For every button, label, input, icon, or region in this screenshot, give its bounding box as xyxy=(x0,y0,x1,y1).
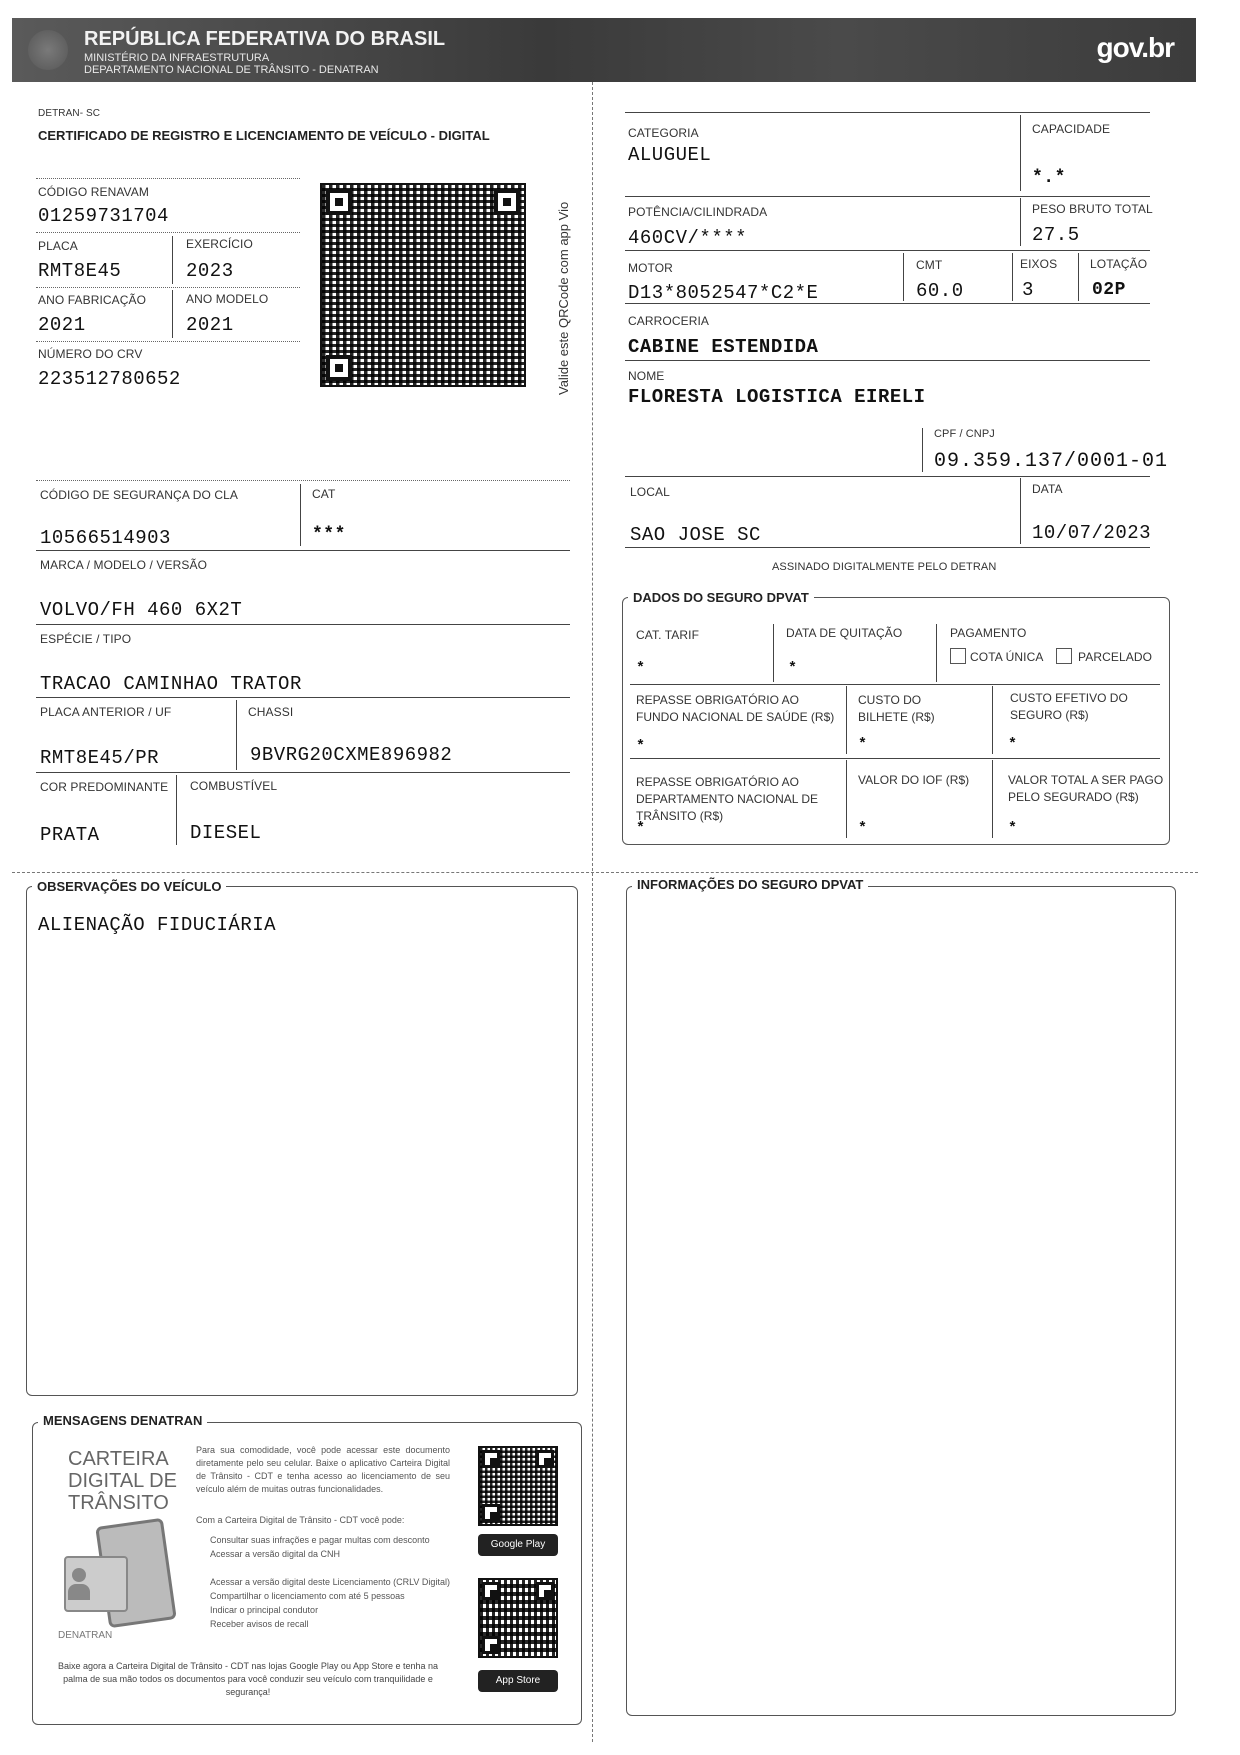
peso-label: PESO BRUTO TOTAL xyxy=(1032,202,1153,216)
combustivel-value: DIESEL xyxy=(190,822,262,844)
observacoes-box xyxy=(26,886,578,1396)
local-label: LOCAL xyxy=(630,485,670,499)
lotacao-label: LOTAÇÃO xyxy=(1090,257,1148,271)
marca-label: MARCA / MODELO / VERSÃO xyxy=(40,558,208,572)
valor-iof-value: * xyxy=(858,820,868,837)
info-dpvat-box xyxy=(626,886,1176,1716)
header-bar xyxy=(12,18,1196,82)
nome-value: FLORESTA LOGISTICA EIRELI xyxy=(628,386,926,408)
header-ministry: MINISTÉRIO DA INFRAESTRUTURA xyxy=(84,52,270,64)
benefit-5: Indicar o principal condutor xyxy=(210,1605,319,1615)
cor-value: PRATA xyxy=(40,824,100,846)
custo-bilhete-value: * xyxy=(858,736,868,753)
lotacao-value: 02P xyxy=(1092,280,1126,300)
cmt-label: CMT xyxy=(916,258,943,272)
cpf-value: 09.359.137/0001-01 xyxy=(934,450,1169,473)
capacidade-label: CAPACIDADE xyxy=(1032,122,1111,136)
local-value: SAO JOSE SC xyxy=(630,524,761,546)
marca-value: VOLVO/FH 460 6X2T xyxy=(40,599,243,621)
placa-value: RMT8E45 xyxy=(38,260,122,282)
app-store-badge[interactable] xyxy=(478,1670,558,1692)
mensagens-footer: Baixe agora a Carteira Digital de Trânsito - CDT nas lojas Google Play ou App Store e tenha na palma de sua mão todos os documentos para você conduzir seu veículo com tranquilidade e segurança! xyxy=(57,1661,439,1697)
cota-unica-checkbox xyxy=(950,648,966,664)
chassi-label: CHASSI xyxy=(248,705,294,719)
motor-label: MOTOR xyxy=(628,261,673,275)
placa-label: PLACA xyxy=(38,239,78,253)
eixos-value: 3 xyxy=(1022,279,1034,301)
phone-illustration-icon xyxy=(62,1522,172,1622)
column-divider xyxy=(592,82,593,1742)
google-play-qr-code xyxy=(478,1446,558,1526)
categoria-value: ALUGUEL xyxy=(628,144,712,166)
cat-tarif-value: * xyxy=(636,660,646,677)
cla-value: 10566514903 xyxy=(40,527,171,549)
benefit-2: Acessar a versão digital da CNH xyxy=(210,1549,341,1559)
cor-label: COR PREDOMINANTE xyxy=(40,780,169,794)
coat-of-arms-icon xyxy=(28,30,68,70)
ano-modelo-label: ANO MODELO xyxy=(186,292,269,306)
google-play-badge[interactable] xyxy=(478,1534,558,1556)
cat-label: CAT xyxy=(312,487,336,501)
pagamento-label: PAGAMENTO xyxy=(950,626,1027,640)
qr-caption: Valide este QRCode com app Vio xyxy=(556,201,571,395)
cdt-title-line2: DIGITAL DE xyxy=(68,1470,177,1492)
placa-anterior-label: PLACA ANTERIOR / UF xyxy=(40,705,172,719)
data-quitacao-value: * xyxy=(788,660,798,677)
app-store-qr-code xyxy=(478,1578,558,1658)
custo-efetivo-value: * xyxy=(1008,736,1018,753)
benefit-1: Consultar suas infrações e pagar multas com desconto xyxy=(210,1535,430,1545)
valor-iof-label: VALOR DO IOF (R$) xyxy=(858,773,970,787)
observacoes-text: ALIENAÇÃO FIDUCIÁRIA xyxy=(38,914,277,936)
exercicio-value: 2023 xyxy=(186,260,234,282)
repasse-saude-value: * xyxy=(636,738,646,755)
cdt-title-line1: CARTEIRA xyxy=(68,1448,169,1470)
cdt-title-line3: TRÂNSITO xyxy=(68,1492,169,1514)
placa-anterior-value: RMT8E45/PR xyxy=(40,747,160,769)
header-title: REPÚBLICA FEDERATIVA DO BRASIL xyxy=(84,28,446,50)
especie-label: ESPÉCIE / TIPO xyxy=(40,632,132,646)
benefit-3: Acessar a versão digital deste Licenciamento (CRLV Digital) xyxy=(210,1577,450,1587)
valor-total-value: * xyxy=(1008,820,1018,837)
exercicio-label: EXERCÍCIO xyxy=(186,237,253,251)
custo-bilhete-label: CUSTO DO BILHETE (R$) xyxy=(858,693,935,724)
valor-total-label: VALOR TOTAL A SER PAGO PELO SEGURADO (R$) xyxy=(1008,773,1164,804)
renavam-label: CÓDIGO RENAVAM xyxy=(38,185,149,199)
google-play-label: Google Play xyxy=(490,1539,546,1550)
cat-value: *** xyxy=(312,525,346,545)
carroceria-label: CARROCERIA xyxy=(628,314,710,328)
data-label: DATA xyxy=(1032,482,1063,496)
ano-fabricacao-value: 2021 xyxy=(38,314,86,336)
assinado-label: ASSINADO DIGITALMENTE PELO DETRAN xyxy=(772,561,997,573)
combustivel-label: COMBUSTÍVEL xyxy=(190,779,278,793)
eixos-label: EIXOS xyxy=(1020,257,1058,271)
mensagens-title: MENSAGENS DENATRAN xyxy=(38,1413,207,1428)
repasse-transito-label: REPASSE OBRIGATÓRIO AO DEPARTAMENTO NACIONAL DE TRÂNSITO (R$) xyxy=(636,775,819,823)
renavam-value: 01259731704 xyxy=(38,205,169,227)
app-store-label: App Store xyxy=(495,1675,541,1686)
dpvat-title: DADOS DO SEGURO DPVAT xyxy=(628,590,814,605)
repasse-transito-value: * xyxy=(636,820,646,837)
benefit-4: Compartilhar o licenciamento com até 5 pessoas xyxy=(210,1591,405,1601)
header-department: DEPARTAMENTO NACIONAL DE TRÂNSITO - DENATRAN xyxy=(84,64,379,76)
document-title: CERTIFICADO DE REGISTRO E LICENCIAMENTO DE VEÍCULO - DIGITAL xyxy=(38,128,490,143)
section-divider xyxy=(12,872,1198,873)
crv-value: 223512780652 xyxy=(38,368,181,390)
carroceria-value: CABINE ESTENDIDA xyxy=(628,336,819,358)
peso-value: 27.5 xyxy=(1032,224,1080,246)
info-dpvat-title: INFORMAÇÕES DO SEGURO DPVAT xyxy=(632,877,868,892)
especie-value: TRACAO CAMINHAO TRATOR xyxy=(40,673,302,695)
parcelado-label: PARCELADO xyxy=(1078,650,1153,664)
nome-label: NOME xyxy=(628,369,665,383)
cpf-label: CPF / CNPJ xyxy=(934,428,995,440)
observacoes-title: OBSERVAÇÕES DO VEÍCULO xyxy=(32,879,226,894)
cat-tarif-label: CAT. TARIF xyxy=(636,628,700,642)
data-quitacao-label: DATA DE QUITAÇÃO xyxy=(786,626,903,640)
cota-unica-label: COTA ÚNICA xyxy=(970,650,1044,664)
data-value: 10/07/2023 xyxy=(1032,522,1152,544)
mensagens-com: Com a Carteira Digital de Trânsito - CDT você pode: xyxy=(196,1515,405,1525)
govbr-logo: gov.br xyxy=(1096,32,1174,63)
motor-value: D13*8052547*C2*E xyxy=(628,282,819,304)
parcelado-checkbox xyxy=(1056,648,1072,664)
ano-modelo-value: 2021 xyxy=(186,314,234,336)
chassi-value: 9BVRG20CXME896982 xyxy=(250,744,453,766)
ano-fabricacao-label: ANO FABRICAÇÃO xyxy=(38,293,147,307)
capacidade-value: *.* xyxy=(1032,168,1066,188)
categoria-label: CATEGORIA xyxy=(628,126,699,140)
custo-efetivo-label: CUSTO EFETIVO DO SEGURO (R$) xyxy=(1010,691,1128,722)
repasse-saude-label: REPASSE OBRIGATÓRIO AO FUNDO NACIONAL DE SAÚDE (R$) xyxy=(636,693,835,724)
cmt-value: 60.0 xyxy=(916,280,964,302)
benefit-6: Receber avisos de recall xyxy=(210,1619,309,1629)
denatran-footer-logo: DENATRAN xyxy=(58,1630,113,1641)
potencia-value: 460CV/**** xyxy=(628,227,748,249)
crv-label: NÚMERO DO CRV xyxy=(38,347,143,361)
validation-qr-code xyxy=(320,183,526,387)
cla-label: CÓDIGO DE SEGURANÇA DO CLA xyxy=(40,488,238,502)
mensagens-intro: Para sua comodidade, você pode acessar este documento diretamente pelo seu celular. Baixe o aplicativo Carteira Digital de Trânsito - CDT e tenha acesso ao licenciamento de seu veículo além de muitas outras funcionalidades. xyxy=(196,1445,450,1494)
potencia-label: POTÊNCIA/CILINDRADA xyxy=(628,205,768,219)
org-label: DETRAN- SC xyxy=(38,108,101,119)
